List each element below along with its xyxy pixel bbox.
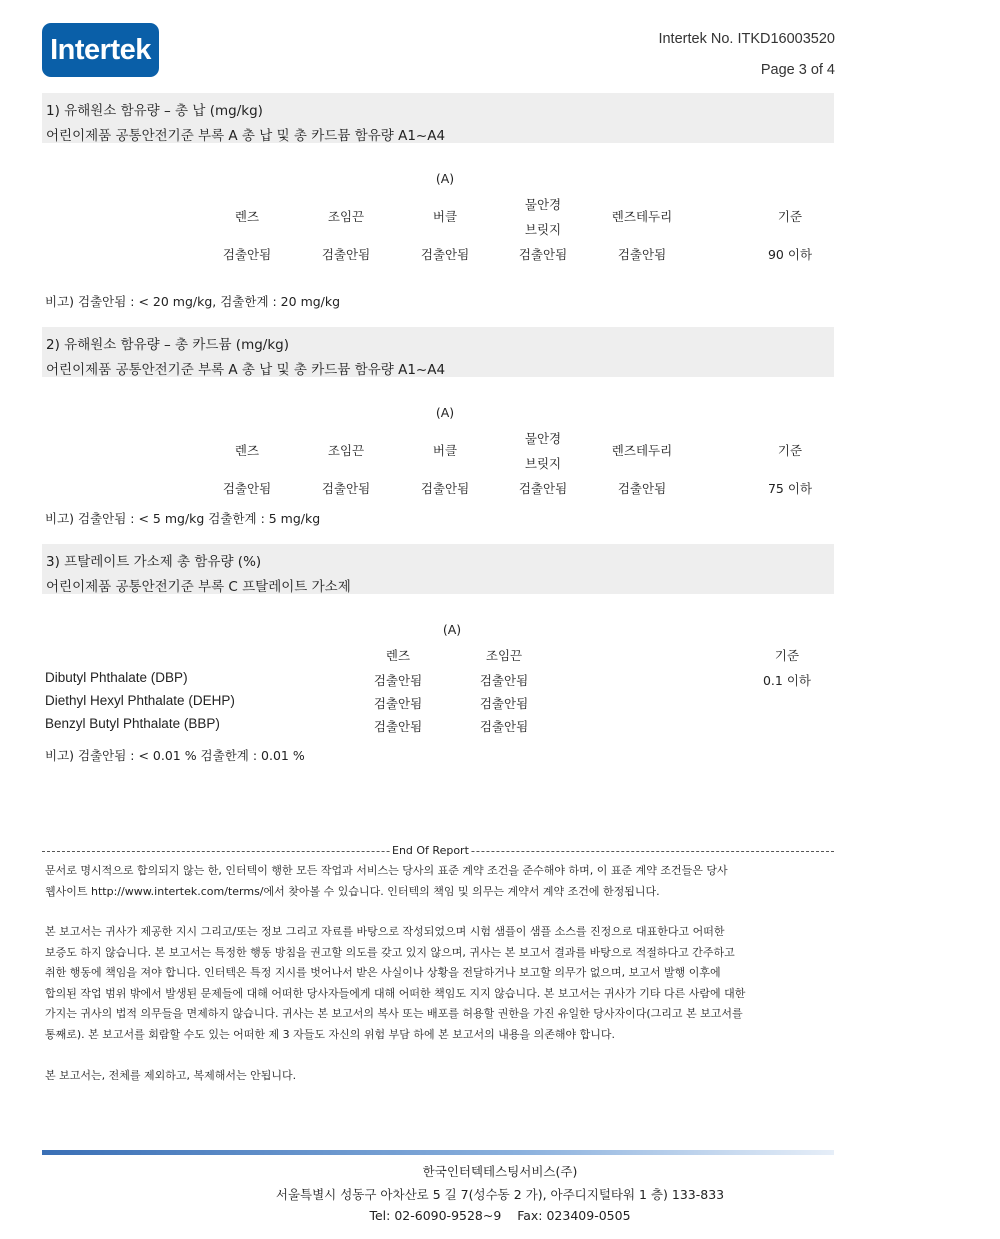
table-row-label: Dibutyl Phthalate (DBP)	[45, 670, 188, 685]
section1-heading	[42, 93, 834, 143]
section2-sample-label: (A)	[435, 405, 455, 420]
section2-result-lens: 검출안됨	[222, 481, 272, 496]
section1-header-goggles: 물안경	[524, 197, 562, 212]
disclaimer-line: 취한 행동에 책임을 져야 합니다. 인터텍은 특정 지시를 벗어나서 받은 사실이나 상황을 전달하거나 보고할 의무가 없으며, 보고서 발행 이후에	[45, 966, 721, 979]
section1-note: 비고) 검출안됨 : < 20 mg/kg, 검출한계 : 20 mg/kg	[45, 294, 341, 309]
table-cell: 검출안됨	[479, 719, 529, 734]
section3-sample-label: (A)	[442, 622, 462, 637]
footer-company: 한국인터텍테스팅서비스(주)	[422, 1164, 578, 1179]
disclaimer-line: 합의된 작업 범위 밖에서 발생된 문제들에 대해 어떠한 당사자들에게 대해 어떠한 책임도 지지 않습니다. 본 보고서는 귀사가 기타 다른 사람에 대한	[45, 986, 746, 1000]
section1-header-buckle: 버클	[432, 209, 458, 224]
table-cell: 검출안됨	[479, 673, 529, 688]
section3-heading	[42, 544, 834, 594]
section2-limit: 75 이하	[767, 481, 813, 496]
section2-subtitle: 어린이제품 공통안전기준 부록 A 총 납 및 총 카드뮴 함유량 A1~A4	[46, 362, 446, 378]
footer-address: 서울특별시 성동구 아차산로 5 길 7(성수동 2 가), 아주디지털타워 1 층) 133-833	[275, 1187, 725, 1202]
section2-result-buckle: 검출안됨	[420, 481, 470, 496]
section1-header-lens-rim: 렌즈테두리	[611, 209, 673, 224]
disclaimer-line: 웹사이트 http://www.intertek.com/terms/에서 찾아볼 수 있습니다. 인터텍의 책임 및 의무는 계약서 계약 조건에 한정됩니다.	[45, 884, 660, 898]
disclaimer-line: 보증도 하지 않습니다. 본 보고서는 특정한 행동 방침을 권고할 의도를 갖고 있지 않으며, 귀사는 본 보고서 결과를 바탕으로 적절하다고 간주하고	[45, 945, 735, 959]
section1-result-buckle: 검출안됨	[420, 247, 470, 262]
table-cell: 검출안됨	[373, 719, 423, 734]
disclaimer-line: 통째로). 본 보고서를 회람할 수도 있는 어떠한 제 3 자들도 자신의 위험 부담 하에 본 보고서의 내용을 의존해야 합니다.	[45, 1027, 616, 1041]
section3-title: 3) 프탈레이트 가소제 총 함유량 (%)	[46, 554, 262, 570]
table-row-label: Benzyl Butyl Phthalate (BBP)	[45, 716, 220, 731]
section1-header-bridge: 브릿지	[524, 222, 562, 237]
section3-limit: 0.1 이하	[762, 673, 811, 688]
end-of-report-label: End Of Report	[392, 844, 469, 857]
section1-title: 1) 유해원소 함유량 – 총 납 (mg/kg)	[46, 103, 263, 119]
section1-header-strap: 조임끈	[327, 209, 365, 224]
section1-result-lens-rim: 검출안됨	[617, 247, 667, 262]
section1-sample-label: (A)	[435, 171, 455, 186]
table-cell: 검출안됨	[373, 696, 423, 711]
section3-subtitle: 어린이제품 공통안전기준 부록 C 프탈레이트 가소제	[46, 579, 351, 595]
section2-result-lens-rim: 검출안됨	[617, 481, 667, 496]
table-cell: 검출안됨	[373, 673, 423, 688]
section1-result-strap: 검출안됨	[321, 247, 371, 262]
disclaimer-liability	[45, 922, 835, 1045]
footer-bar	[42, 1150, 834, 1155]
table-row-label: Diethyl Hexyl Phthalate (DEHP)	[45, 693, 235, 708]
disclaimer-line: 가지는 귀사의 법적 의무들을 면제하지 않습니다. 귀사는 본 보고서의 복사 또는 배포를 허용할 권한을 가진 유일한 당사자이다(그리고 본 보고서를	[45, 1007, 743, 1020]
section2-header-lens-rim: 렌즈테두리	[611, 443, 673, 458]
disclaimer-reproduction: 본 보고서는, 전체를 제외하고, 복제해서는 안됩니다.	[45, 1069, 297, 1082]
section2-result-strap: 검출안됨	[321, 481, 371, 496]
section2-title: 2) 유해원소 함유량 – 총 카드뮴 (mg/kg)	[46, 337, 289, 353]
disclaimer-terms	[45, 861, 835, 902]
section2-header-lens: 렌즈	[234, 443, 260, 458]
section1-result-goggles-bridge: 검출안됨	[518, 247, 568, 262]
page-number: Page 3 of 4	[760, 62, 835, 78]
section3-note: 비고) 검출안됨 : < 0.01 % 검출한계 : 0.01 %	[45, 748, 305, 763]
section2-header-buckle: 버클	[432, 443, 458, 458]
section1-header-limit: 기준	[777, 209, 803, 224]
section1-subtitle: 어린이제품 공통안전기준 부록 A 총 납 및 총 카드뮴 함유량 A1~A4	[46, 128, 446, 144]
disclaimer-line: 문서로 명시적으로 합의되지 않는 한, 인터텍이 행한 모든 작업과 서비스는 당사의 표준 계약 조건을 준수해야 하며, 이 표준 계약 조건들은 당사	[45, 864, 728, 877]
section3-header-lens: 렌즈	[385, 648, 411, 663]
table-cell: 검출안됨	[479, 696, 529, 711]
section3-header-strap: 조임끈	[485, 648, 523, 663]
intertek-logo	[42, 23, 159, 77]
section1-result-lens: 검출안됨	[222, 247, 272, 262]
footer-contact: Tel: 02-6090-9528~9 Fax: 023409-0505	[369, 1208, 631, 1223]
section2-note: 비고) 검출안됨 : < 5 mg/kg 검출한계 : 5 mg/kg	[45, 511, 321, 526]
section2-header-strap: 조임끈	[327, 443, 365, 458]
section1-header-lens: 렌즈	[234, 209, 260, 224]
section3-header-limit: 기준	[774, 648, 800, 663]
section2-header-goggles: 물안경	[524, 431, 562, 446]
section2-heading	[42, 327, 834, 377]
report-number: Intertek No. ITKD16003520	[658, 31, 835, 47]
section2-result-goggles-bridge: 검출안됨	[518, 481, 568, 496]
section2-header-bridge: 브릿지	[524, 456, 562, 471]
section1-limit: 90 이하	[767, 247, 813, 262]
disclaimer-line: 본 보고서는 귀사가 제공한 지시 그리고/또는 정보 그리고 자료를 바탕으로 작성되었으며 시험 샘플이 샘플 소스를 진정으로 대표한다고 어떠한	[45, 925, 725, 938]
logo-text: Intertek	[50, 33, 151, 66]
section2-header-limit: 기준	[777, 443, 803, 458]
